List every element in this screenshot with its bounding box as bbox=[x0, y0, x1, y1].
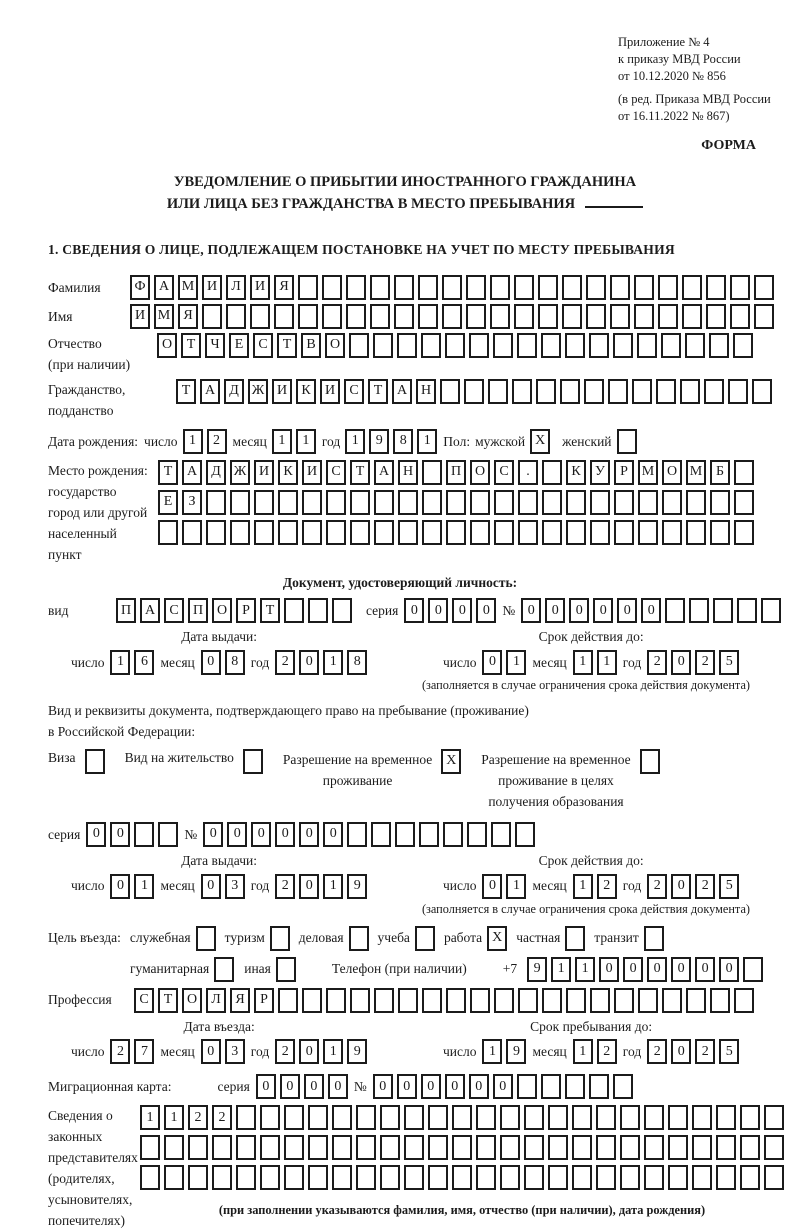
surname-label: Фамилия bbox=[48, 279, 101, 295]
visa-label: Виза bbox=[48, 750, 76, 766]
year-label: год bbox=[250, 1043, 270, 1059]
issue-month-boxes[interactable]: 0 8 bbox=[201, 650, 245, 675]
purpose-humanitarian-checkbox[interactable] bbox=[214, 957, 234, 982]
phone-boxes[interactable]: 9 1 1 0 0 0 0 0 0 bbox=[527, 957, 763, 982]
purpose-tourism-label: туризм bbox=[224, 930, 265, 946]
visa-option bbox=[48, 749, 105, 774]
issue-date-heading: Дата выдачи: bbox=[181, 853, 258, 869]
birth-day-boxes[interactable]: 1 2 bbox=[183, 429, 227, 454]
issue-date-heading: Дата выдачи: bbox=[181, 629, 258, 645]
entry-year-boxes[interactable]: 2 0 1 9 bbox=[275, 1039, 367, 1064]
birth-place-label-line: город или другой bbox=[48, 504, 148, 520]
birth-date-label: Дата рождения: bbox=[48, 433, 139, 449]
residence-doc-intro-1: Вид и реквизиты документа, подтверждающего право на пребывание (проживание) bbox=[48, 702, 529, 718]
appendix-line: к приказу МВД России bbox=[618, 52, 741, 66]
appendix-line: от 10.12.2020 № 856 bbox=[618, 69, 726, 83]
profession-label: Профессия bbox=[48, 992, 112, 1008]
given-name-label: Имя bbox=[48, 308, 73, 324]
year-label: год bbox=[622, 654, 642, 670]
identity-doc-heading: Документ, удостоверяющий личность: bbox=[282, 574, 518, 590]
surname-boxes[interactable]: Ф А М И Л И Я bbox=[130, 275, 774, 300]
title-line-1: УВЕДОМЛЕНИЕ О ПРИБЫТИИ ИНОСТРАННОГО ГРАЖДАНИНА bbox=[173, 174, 637, 191]
birth-place-label bbox=[48, 460, 152, 565]
purpose-private-label: частная bbox=[516, 930, 561, 946]
stay-month-boxes[interactable]: 1 2 bbox=[573, 1039, 617, 1064]
expiry-date-heading: Срок действия до: bbox=[538, 853, 644, 869]
profession-row bbox=[48, 988, 792, 1013]
residence-doc-dates bbox=[48, 852, 792, 899]
migration-series-boxes[interactable]: 0 0 0 0 bbox=[256, 1074, 348, 1099]
citizenship-label-line: подданство bbox=[48, 402, 114, 418]
birth-year-boxes[interactable]: 1 9 8 1 bbox=[345, 429, 437, 454]
rvp-issue-year-boxes[interactable]: 2 0 1 9 bbox=[275, 874, 367, 899]
citizenship-boxes[interactable]: Т А Д Ж И К И С Т А Н bbox=[176, 379, 772, 404]
amendment-line: (в ред. Приказа МВД России bbox=[618, 92, 771, 106]
form-title bbox=[48, 171, 792, 215]
edu-residence-checkbox[interactable] bbox=[640, 749, 660, 774]
number-label: № bbox=[184, 826, 198, 842]
entry-date-heading: Дата въезда: bbox=[183, 1018, 255, 1034]
patronymic-label bbox=[48, 333, 151, 375]
doc-number-boxes[interactable]: 0 0 0 0 0 0 bbox=[521, 598, 781, 623]
stay-until-heading: Срок пребывания до: bbox=[530, 1018, 653, 1034]
blank-underline bbox=[585, 196, 643, 208]
day-label: число bbox=[144, 433, 178, 449]
stay-year-boxes[interactable]: 2 0 2 5 bbox=[647, 1039, 739, 1064]
representatives-boxes-row2[interactable] bbox=[140, 1135, 784, 1160]
purpose-transit-label: транзит bbox=[594, 930, 639, 946]
purpose-study-label: учеба bbox=[377, 930, 410, 946]
identity-doc-row bbox=[48, 598, 792, 623]
month-label: месяц bbox=[160, 654, 195, 670]
residence-permit-label: Вид на жительство bbox=[124, 750, 234, 766]
residence-number-boxes[interactable]: 0 0 0 0 0 0 bbox=[203, 822, 535, 847]
sex-label: Пол: bbox=[443, 433, 471, 449]
residence-doc-options bbox=[48, 749, 792, 812]
doc-kind-boxes[interactable]: П А С П О Р Т bbox=[116, 598, 352, 623]
expiry-day-boxes[interactable]: 0 1 bbox=[482, 650, 526, 675]
birth-place-boxes-row1[interactable]: Т А Д Ж И К И С Т А Н П О С . К У Р М О М Б bbox=[158, 460, 754, 485]
doc-series-boxes[interactable]: 0 0 0 0 bbox=[404, 598, 496, 623]
title-line-2: ИЛИ ЛИЦА БЕЗ ГРАЖДАНСТВА В МЕСТО ПРЕБЫВАНИЯ bbox=[166, 196, 576, 213]
representatives-boxes-row1[interactable]: 1 1 2 2 bbox=[140, 1105, 784, 1130]
purpose-transit-checkbox[interactable] bbox=[644, 926, 664, 951]
citizenship-row bbox=[48, 379, 792, 421]
purpose-private-checkbox[interactable] bbox=[565, 926, 585, 951]
day-label: число bbox=[70, 878, 105, 894]
month-label: месяц bbox=[232, 433, 267, 449]
rvp-expiry-year-boxes[interactable]: 2 0 2 5 bbox=[647, 874, 739, 899]
residence-permit-option bbox=[125, 749, 263, 774]
entry-dates bbox=[48, 1018, 792, 1065]
female-label: женский bbox=[562, 433, 612, 449]
year-label: год bbox=[250, 654, 270, 670]
representatives-note: (при заполнении указываются фамилия, имя, отчество (при наличии), дата рождения) bbox=[218, 1203, 706, 1218]
phone-prefix: +7 bbox=[502, 961, 518, 977]
profession-boxes[interactable]: С Т О Л Я Р bbox=[134, 988, 754, 1013]
representatives-boxes-row3[interactable] bbox=[140, 1165, 784, 1190]
day-label: число bbox=[442, 878, 477, 894]
given-name-row bbox=[48, 304, 792, 329]
section1-heading: 1. СВЕДЕНИЯ О ЛИЦЕ, ПОДЛЕЖАЩЕМ ПОСТАНОВКЕ НА УЧЕТ ПО МЕСТУ ПРЕБЫВАНИЯ bbox=[48, 242, 675, 258]
birth-place-boxes-row3[interactable] bbox=[158, 520, 754, 545]
stay-day-boxes[interactable]: 1 9 bbox=[482, 1039, 526, 1064]
rvp-issue-day-boxes[interactable]: 0 1 bbox=[110, 874, 154, 899]
doc-number-label: № bbox=[502, 603, 516, 619]
year-label: год bbox=[622, 878, 642, 894]
entry-month-boxes[interactable]: 0 3 bbox=[201, 1039, 245, 1064]
patronymic-label-line: Отчество bbox=[48, 335, 102, 351]
expiry-year-boxes[interactable]: 2 0 2 5 bbox=[647, 650, 739, 675]
purpose-work-label: работа bbox=[443, 930, 483, 946]
residence-doc-note: (заполняется в случае ограничения срока действия документа) bbox=[421, 901, 750, 916]
purpose-work-checkbox[interactable]: X bbox=[487, 926, 507, 951]
patronymic-row bbox=[48, 333, 792, 375]
month-label: месяц bbox=[532, 1043, 567, 1059]
phone-label: Телефон (при наличии) bbox=[331, 961, 467, 977]
migration-card-row bbox=[48, 1074, 792, 1099]
appendix-block bbox=[618, 34, 792, 125]
purpose-business-label: деловая bbox=[298, 930, 344, 946]
birth-date-row bbox=[48, 429, 792, 454]
day-label: число bbox=[442, 1043, 477, 1059]
entry-day-boxes[interactable]: 2 7 bbox=[110, 1039, 154, 1064]
female-checkbox[interactable] bbox=[617, 429, 637, 454]
citizenship-label bbox=[48, 379, 170, 421]
series-label: серия bbox=[217, 1078, 250, 1094]
doc-series-label: серия bbox=[366, 603, 399, 619]
visit-purpose-row-2 bbox=[130, 957, 792, 982]
purpose-tourism-checkbox[interactable] bbox=[270, 926, 290, 951]
rvp-expiry-day-boxes[interactable]: 0 1 bbox=[482, 874, 526, 899]
purpose-official-checkbox[interactable] bbox=[196, 926, 216, 951]
expiry-date-heading: Срок действия до: bbox=[538, 629, 644, 645]
edu-residence-label: Разрешение на временное проживание в целях получения образования bbox=[481, 752, 631, 810]
month-label: месяц bbox=[532, 654, 567, 670]
expiry-month-boxes[interactable]: 1 1 bbox=[573, 650, 617, 675]
representatives-label: Сведения о законных представителях (родителях, усыновителях, попечителях) bbox=[48, 1108, 138, 1229]
purpose-study-checkbox[interactable] bbox=[415, 926, 435, 951]
birth-month-boxes[interactable]: 1 1 bbox=[272, 429, 316, 454]
number-label: № bbox=[353, 1078, 367, 1094]
year-label: год bbox=[622, 1043, 642, 1059]
series-label: серия bbox=[48, 826, 81, 842]
residence-series-boxes[interactable]: 0 0 bbox=[86, 822, 178, 847]
identity-doc-note: (заполняется в случае ограничения срока действия документа) bbox=[421, 677, 750, 692]
male-checkbox[interactable]: X bbox=[530, 429, 550, 454]
patronymic-boxes[interactable]: О Т Ч Е С Т В О bbox=[157, 333, 753, 358]
purpose-official-label: служебная bbox=[129, 930, 191, 946]
issue-day-boxes[interactable]: 1 6 bbox=[110, 650, 154, 675]
visit-purpose-label: Цель въезда: bbox=[48, 930, 121, 946]
day-label: число bbox=[70, 654, 105, 670]
temp-residence-label: Разрешение на временное проживание bbox=[282, 752, 433, 789]
male-label: мужской bbox=[475, 433, 526, 449]
representatives-row bbox=[48, 1105, 792, 1231]
amendment-line: от 16.11.2022 № 867) bbox=[618, 109, 730, 123]
purpose-other-checkbox[interactable] bbox=[276, 957, 296, 982]
day-label: число bbox=[442, 654, 477, 670]
visit-purpose-row bbox=[48, 926, 792, 951]
form-label: ФОРМА bbox=[701, 138, 756, 153]
appendix-line: Приложение № 4 bbox=[618, 35, 710, 49]
year-label: год bbox=[321, 433, 341, 449]
birth-place-boxes-row2[interactable]: Е З bbox=[158, 490, 754, 515]
birth-place-row bbox=[48, 460, 792, 565]
month-label: месяц bbox=[160, 878, 195, 894]
purpose-business-checkbox[interactable] bbox=[349, 926, 369, 951]
temp-residence-checkbox[interactable]: X bbox=[441, 749, 461, 774]
issue-year-boxes[interactable]: 2 0 1 8 bbox=[275, 650, 367, 675]
rvp-issue-month-boxes[interactable]: 0 3 bbox=[201, 874, 245, 899]
migration-number-boxes[interactable]: 0 0 0 0 0 0 bbox=[373, 1074, 633, 1099]
given-name-boxes[interactable]: И М Я bbox=[130, 304, 774, 329]
rvp-expiry-month-boxes[interactable]: 1 2 bbox=[573, 874, 617, 899]
month-label: месяц bbox=[160, 1043, 195, 1059]
citizenship-label-line: Гражданство, bbox=[48, 381, 126, 397]
month-label: месяц bbox=[532, 878, 567, 894]
temp-residence-option bbox=[283, 749, 461, 791]
migration-card-label: Миграционная карта: bbox=[48, 1078, 172, 1094]
residence-doc-intro-2: в Российской Федерации: bbox=[48, 724, 196, 740]
birth-place-label-line: Место рождения: bbox=[48, 462, 148, 478]
surname-row bbox=[48, 275, 792, 300]
identity-doc-dates bbox=[48, 628, 792, 675]
residence-doc-series-row bbox=[48, 822, 792, 847]
patronymic-label-line: (при наличии) bbox=[48, 356, 131, 372]
day-label: число bbox=[70, 1043, 105, 1059]
purpose-humanitarian-label: гуманитарная bbox=[130, 961, 210, 977]
doc-kind-label: вид bbox=[48, 603, 69, 619]
year-label: год bbox=[250, 878, 270, 894]
edu-residence-option bbox=[481, 749, 659, 812]
birth-place-label-line: населенный пункт bbox=[48, 525, 117, 562]
visa-checkbox[interactable] bbox=[85, 749, 105, 774]
residence-permit-checkbox[interactable] bbox=[243, 749, 263, 774]
purpose-other-label: иная bbox=[244, 961, 271, 977]
birth-place-label-line: государство bbox=[48, 483, 117, 499]
